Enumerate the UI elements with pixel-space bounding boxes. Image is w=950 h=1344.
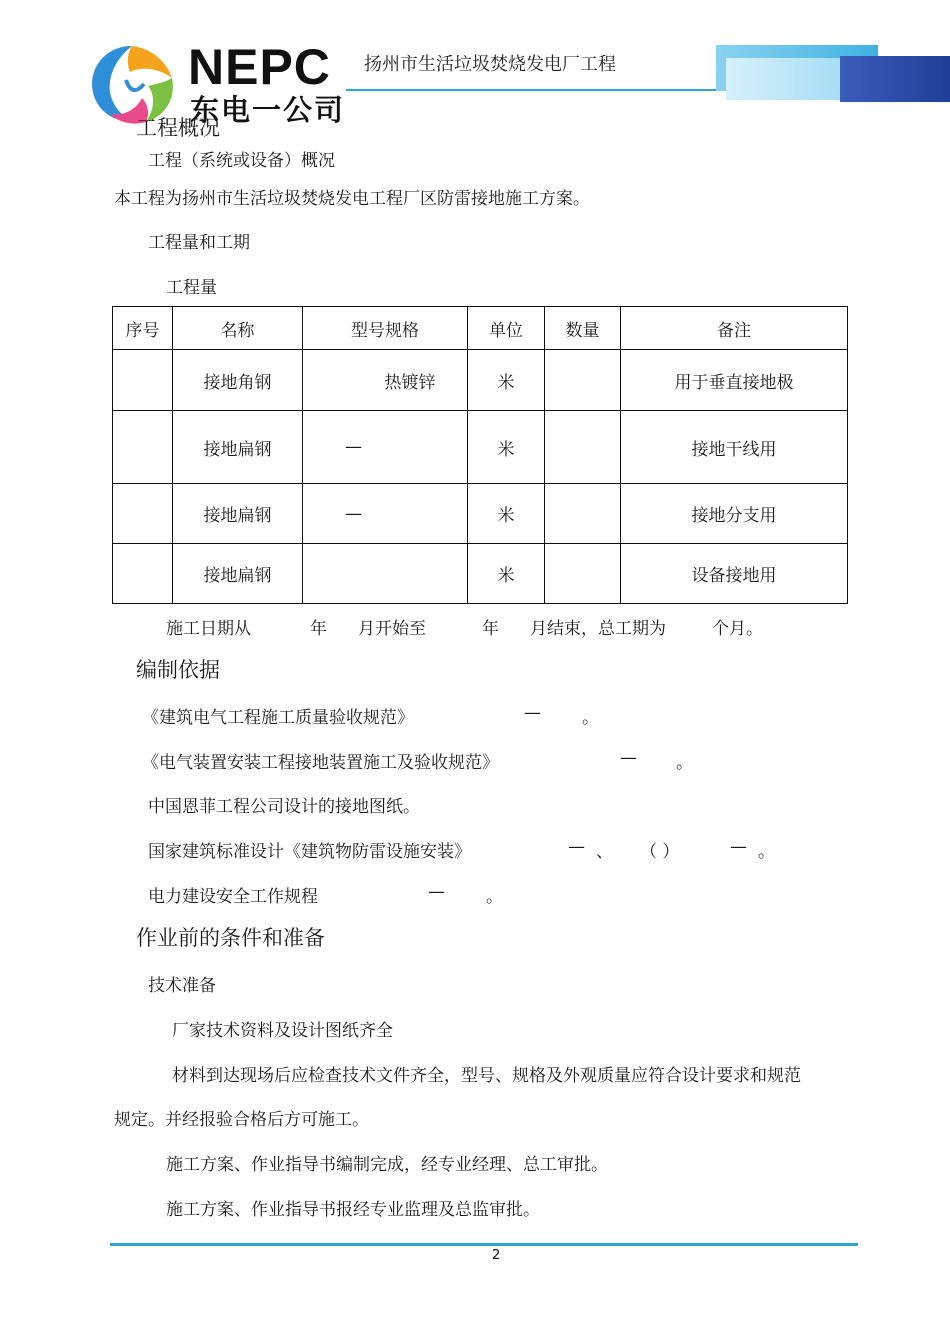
basis-item: 国家建筑标准设计《建筑物防雷设施安装》 <box>148 842 471 862</box>
subheading-quantity-schedule: 工程量和工期 <box>148 233 250 253</box>
basis-item-dash: — <box>620 748 637 768</box>
column-header: 备注 <box>621 307 848 350</box>
paragraph-material-check: 材料到达现场后应检查技术文件齐全，型号、规格及外观质量应符合设计要求和规范 <box>172 1066 801 1086</box>
basis-item-separator: 、 <box>596 842 613 862</box>
basis-item-dash: — <box>568 837 585 857</box>
basis-item-dash: — <box>524 703 541 723</box>
table-row <box>113 350 848 411</box>
basis-item-dash: — <box>730 837 747 857</box>
basis-item-paren: （ ） <box>640 842 680 862</box>
basis-item-end: 。 <box>676 753 693 773</box>
table-cell: 接地干线用 <box>621 411 848 484</box>
table-cell <box>303 544 468 604</box>
table-cell: — <box>303 484 468 544</box>
schedule-year: 年 <box>482 619 499 639</box>
paragraph-vendor-docs: 厂家技术资料及设计图纸齐全 <box>172 1021 393 1041</box>
schedule-year: 年 <box>310 619 327 639</box>
table-cell: 米 <box>468 544 545 604</box>
schedule-from: 施工日期从 <box>166 619 251 639</box>
basis-item: 《电气装置安装工程接地装置施工及验收规范》 <box>142 753 499 773</box>
basis-item: 电力建设安全工作规程 <box>148 887 318 907</box>
subheading-system-overview: 工程（系统或设备）概况 <box>148 151 335 171</box>
table-cell <box>113 350 173 411</box>
column-header: 型号规格 <box>303 307 468 350</box>
table-cell: 接地扁钢 <box>173 411 303 484</box>
table-cell: 接地角钢 <box>173 350 303 411</box>
schedule-months: 个月。 <box>712 619 763 639</box>
basis-item-end: 。 <box>758 842 775 862</box>
basis-item: 《建筑电气工程施工质量验收规范》 <box>142 708 414 728</box>
table-header-row <box>113 307 848 350</box>
section-heading-basis: 编制依据 <box>136 658 220 682</box>
table-cell <box>113 411 173 484</box>
table-cell: 用于垂直接地极 <box>621 350 848 411</box>
table-cell: 米 <box>468 350 545 411</box>
basis-item-end: 。 <box>582 708 599 728</box>
header-decor-block <box>840 56 950 102</box>
table-cell <box>113 484 173 544</box>
table-cell: — <box>303 411 468 484</box>
table-cell <box>113 544 173 604</box>
table-cell: 接地扁钢 <box>173 544 303 604</box>
table-cell: 热镀锌 <box>303 350 468 411</box>
paragraph-supervisor-approval: 施工方案、作业指导书报经专业监理及总监审批。 <box>166 1200 540 1220</box>
table-cell <box>545 350 621 411</box>
table-cell: 米 <box>468 411 545 484</box>
table-cell: 米 <box>468 484 545 544</box>
page-number: 2 <box>492 1248 501 1263</box>
section-heading-preparation: 作业前的条件和准备 <box>136 926 325 950</box>
basis-item-dash: — <box>428 882 445 902</box>
table-row <box>113 411 848 484</box>
column-header: 数量 <box>545 307 621 350</box>
column-header: 单位 <box>468 307 545 350</box>
table-cell: 接地分支用 <box>621 484 848 544</box>
header-title: 扬州市生活垃圾焚烧发电厂工程 <box>364 54 616 75</box>
table-cell: 设备接地用 <box>621 544 848 604</box>
table-cell <box>545 544 621 604</box>
column-header: 序号 <box>113 307 173 350</box>
paragraph-project-description: 本工程为扬州市生活垃圾焚烧发电工程厂区防雷接地施工方案。 <box>114 189 590 209</box>
schedule-month-start: 月开始至 <box>358 619 426 639</box>
table-cell: 接地扁钢 <box>173 484 303 544</box>
subheading-technical-preparation: 技术准备 <box>148 976 216 996</box>
quantity-table <box>112 306 848 604</box>
table-cell <box>545 411 621 484</box>
basis-item-end: 。 <box>486 887 503 907</box>
subheading-quantity: 工程量 <box>166 278 217 298</box>
footer-rule <box>110 1243 858 1246</box>
schedule-month-end: 月结束，总工期为 <box>530 619 666 639</box>
paragraph-material-check-cont: 规定。并经报验合格后方可施工。 <box>114 1110 369 1130</box>
header-decor-block <box>726 58 844 100</box>
table-cell <box>545 484 621 544</box>
logo-chinese-name: 东电一公司 <box>190 93 346 127</box>
table-row <box>113 544 848 604</box>
section-heading-overview: 工程概况 <box>136 116 220 140</box>
basis-item: 中国恩菲工程公司设计的接地图纸。 <box>148 797 420 817</box>
column-header: 名称 <box>173 307 303 350</box>
paragraph-plan-approval: 施工方案、作业指导书编制完成，经专业经理、总工审批。 <box>166 1155 608 1175</box>
logo-wordmark: NEPC <box>188 39 331 95</box>
table-row <box>113 484 848 544</box>
